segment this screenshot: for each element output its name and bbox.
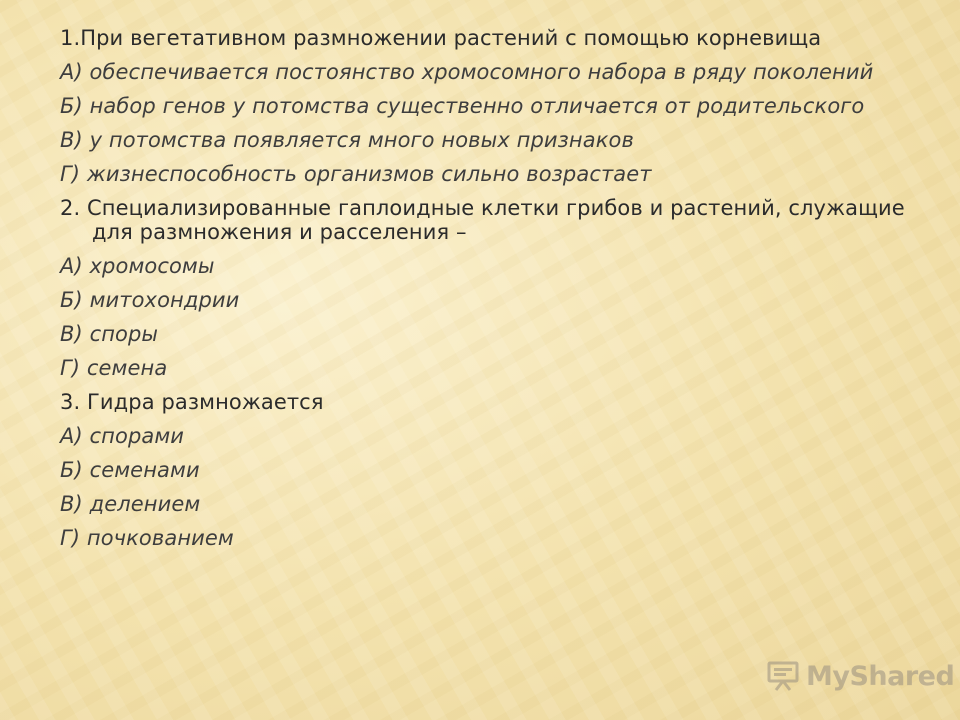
- question-3-option-c: В) делением: [60, 492, 201, 516]
- question-2-option-c: В) споры: [60, 322, 159, 346]
- question-2-option-d: Г) семена: [60, 356, 168, 380]
- slide-content: [60, 26, 920, 550]
- watermark-text: MyShared: [806, 660, 955, 692]
- question-2: 2. Специализированные гаплоидные клетки грибов и растений, служащие для размножения и расселения –: [60, 196, 905, 244]
- question-1-option-c: В) у потомства появляется много новых признаков: [60, 128, 634, 152]
- question-3-option-b: Б) семенами: [60, 458, 200, 482]
- question-3: 3. Гидра размножается: [60, 390, 324, 414]
- question-3-option-a: А) спорами: [60, 424, 185, 448]
- question-1-option-a: А) обеспечивается постоянство хромосомного набора в ряду поколений: [60, 60, 874, 84]
- question-1: 1.При вегетативном размножении растений с помощью корневища: [60, 26, 822, 50]
- question-2-option-b: Б) митохондрии: [60, 288, 240, 312]
- question-2-option-a: А) хромосомы: [60, 254, 215, 278]
- question-1-option-d: Г) жизнеспособность организмов сильно возрастает: [60, 162, 652, 186]
- question-3-option-d: Г) почкованием: [60, 526, 234, 550]
- presentation-board-icon: [766, 659, 800, 693]
- question-1-option-b: Б) набор генов у потомства существенно отличается от родительского: [60, 94, 865, 118]
- watermark: [766, 656, 954, 696]
